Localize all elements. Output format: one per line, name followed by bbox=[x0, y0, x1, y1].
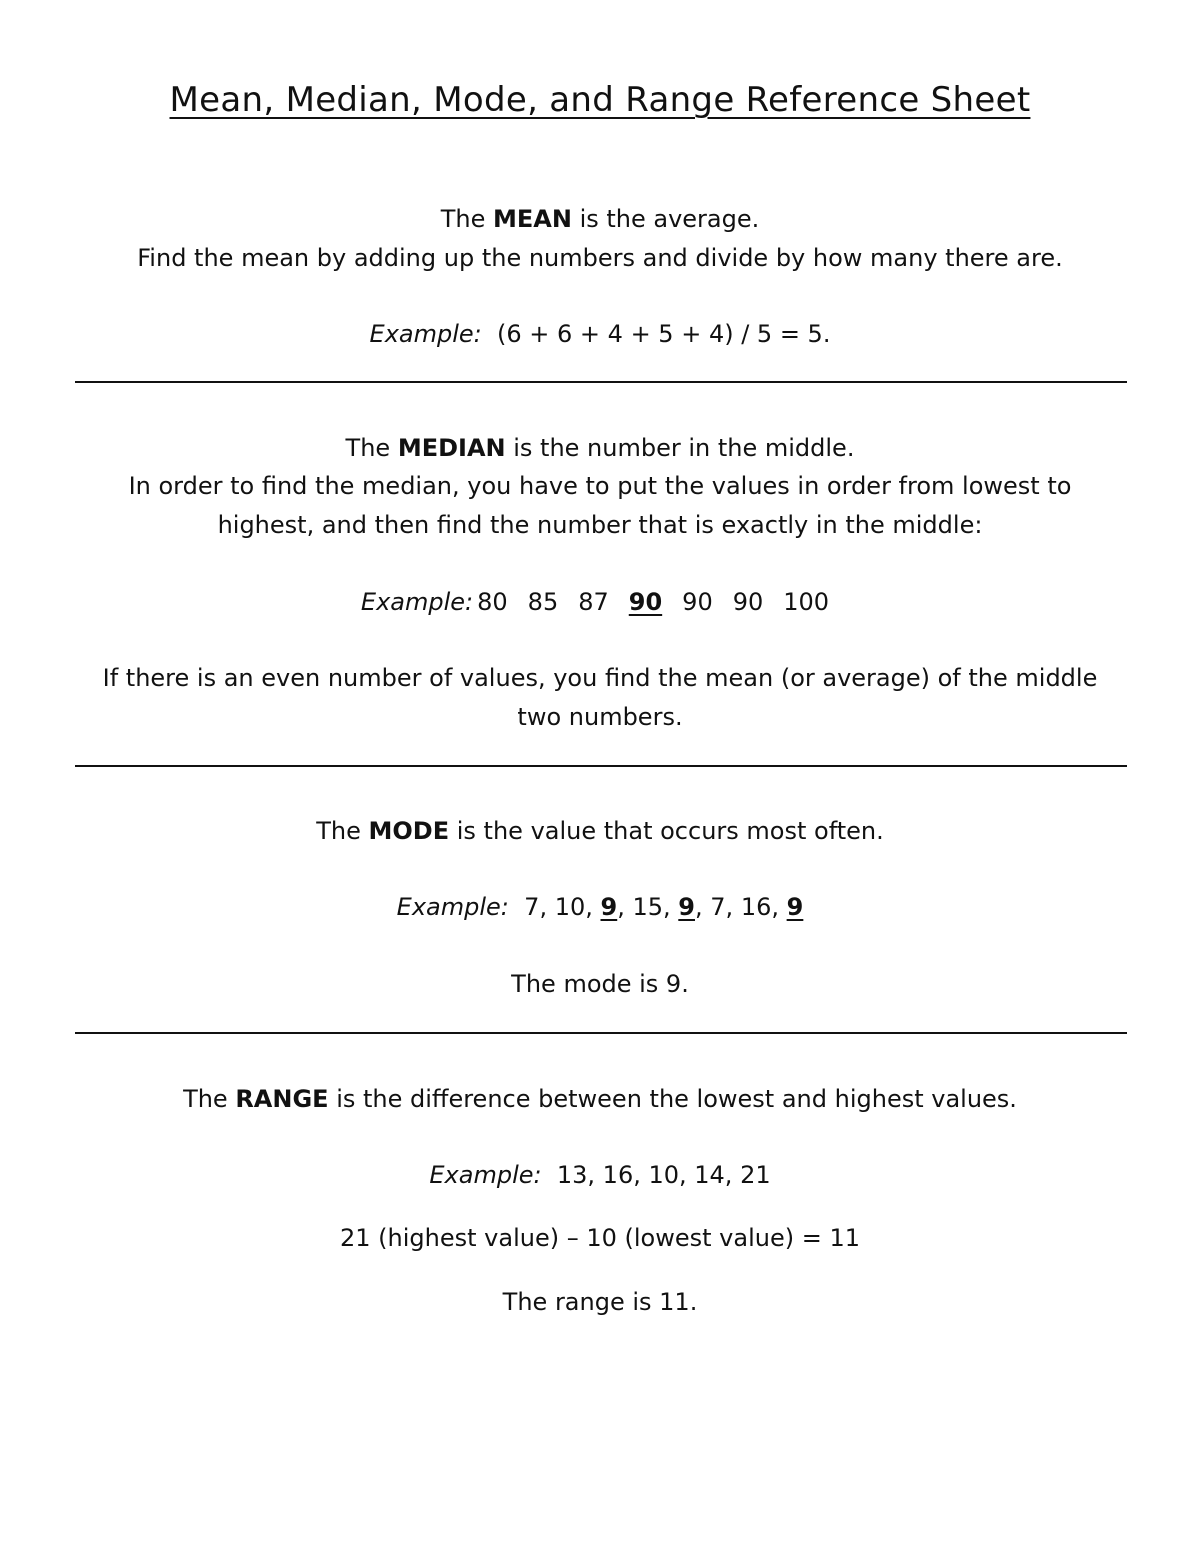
mode-value: 10 bbox=[554, 893, 586, 921]
median-value: 85 bbox=[527, 588, 559, 616]
mode-value: 7 bbox=[710, 893, 726, 921]
mode-value: 7 bbox=[524, 893, 540, 921]
mode-intro-post: is the value that occurs most often. bbox=[449, 817, 884, 845]
mean-term: MEAN bbox=[493, 205, 572, 233]
range-example-text: 13, 16, 10, 14, 21 bbox=[556, 1161, 771, 1189]
median-example-label: Example: bbox=[360, 588, 474, 616]
range-term: RANGE bbox=[235, 1085, 329, 1113]
mode-term: MODE bbox=[368, 817, 450, 845]
mode-value-highlighted: 9 bbox=[786, 893, 804, 921]
mode-example: Example: 7, 10, 9, 15, 9, 7, 16, 9 bbox=[396, 893, 804, 921]
section-divider bbox=[75, 381, 1127, 383]
mean-example bbox=[0, 315, 1200, 353]
median-intro-post: is the number in the middle. bbox=[505, 434, 855, 462]
median-value: 80 bbox=[477, 588, 508, 616]
range-example-label: Example: bbox=[429, 1161, 542, 1189]
median-value-highlighted: 90 bbox=[628, 588, 663, 616]
mean-example-text: (6 + 6 + 4 + 5 + 4) / 5 = 5. bbox=[497, 320, 831, 348]
mean-definition bbox=[0, 200, 1200, 238]
range-intro-pre: The bbox=[183, 1085, 236, 1113]
section-divider bbox=[75, 765, 1127, 767]
median-example bbox=[0, 583, 1200, 621]
median-value: 100 bbox=[783, 588, 830, 616]
range-calculation: 21 (highest value) – 10 (lowest value) = 11 bbox=[340, 1224, 860, 1252]
median-instruction-line1: In order to find the median, you have to put the values in order from lowest to bbox=[128, 472, 1072, 500]
mode-example-label: Example: bbox=[396, 893, 509, 921]
median-intro-pre: The bbox=[345, 434, 398, 462]
mode-definition bbox=[0, 812, 1200, 850]
range-example bbox=[0, 1156, 1200, 1194]
median-even-line1: If there is an even number of values, you find the mean (or average) of the middle bbox=[102, 664, 1098, 692]
range-intro-post: is the difference between the lowest and highest values. bbox=[328, 1085, 1017, 1113]
mean-instruction: Find the mean by adding up the numbers and divide by how many there are. bbox=[137, 244, 1063, 272]
mean-example-label: Example: bbox=[369, 320, 482, 348]
mode-value-highlighted: 9 bbox=[678, 893, 695, 921]
median-definition bbox=[0, 429, 1200, 467]
section-divider bbox=[75, 1032, 1127, 1034]
mode-value: 15 bbox=[632, 893, 664, 921]
range-conclusion: The range is 11. bbox=[502, 1288, 698, 1316]
median-term: MEDIAN bbox=[397, 434, 506, 462]
mode-value: 16 bbox=[740, 893, 772, 921]
mode-intro-pre: The bbox=[316, 817, 369, 845]
mode-conclusion: The mode is 9. bbox=[511, 970, 689, 998]
median-value: 87 bbox=[578, 588, 609, 616]
mean-intro-pre: The bbox=[440, 205, 493, 233]
median-instruction-line2: highest, and then find the number that is exactly in the middle: bbox=[217, 511, 983, 539]
mode-value-highlighted: 9 bbox=[600, 893, 618, 921]
median-even-line2: two numbers. bbox=[517, 703, 683, 731]
page-title: Mean, Median, Mode, and Range Reference Sheet bbox=[169, 80, 1031, 120]
mean-intro-post: is the average. bbox=[571, 205, 760, 233]
median-value: 90 bbox=[682, 588, 713, 616]
median-value: 90 bbox=[732, 588, 764, 616]
range-definition bbox=[0, 1080, 1200, 1118]
